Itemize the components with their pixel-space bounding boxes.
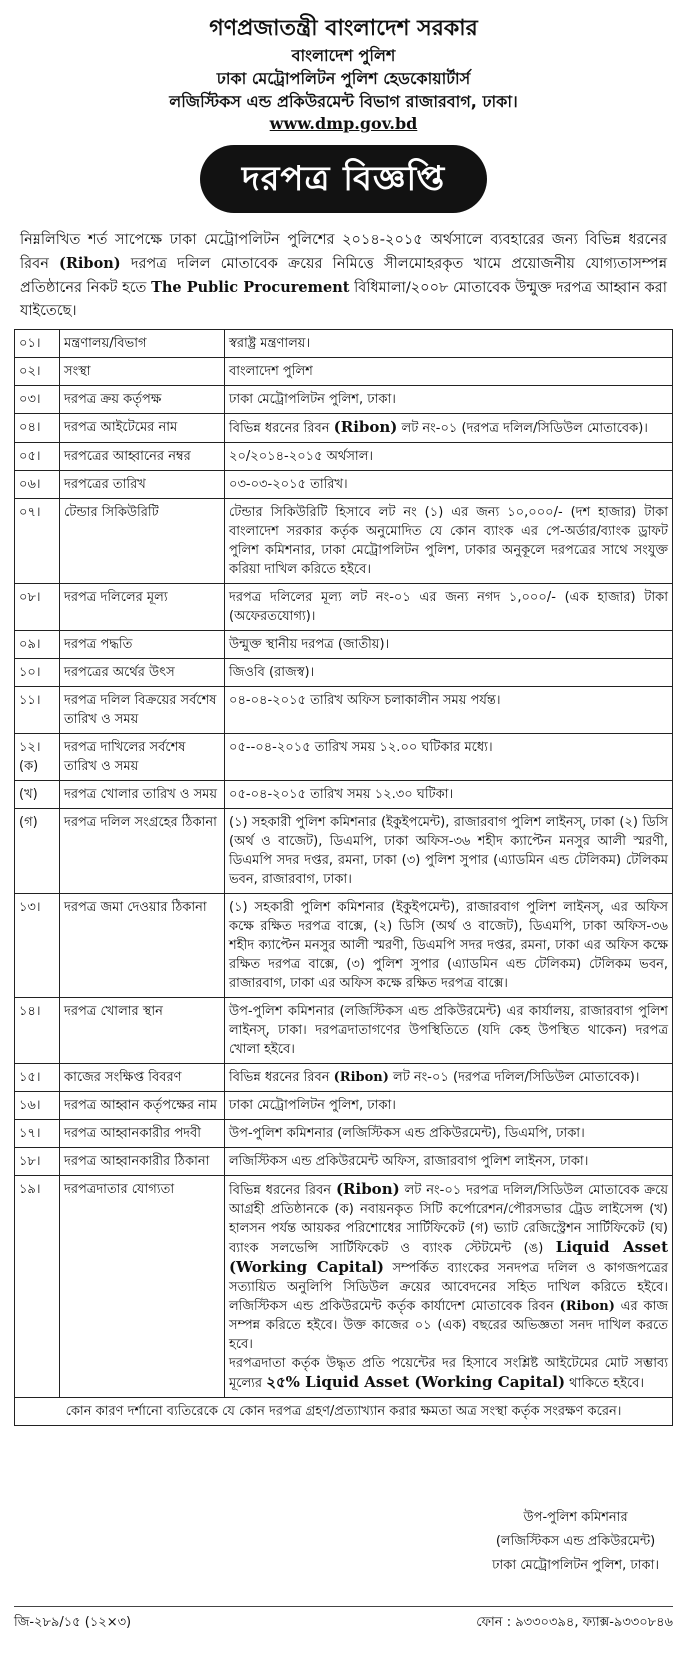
table-row	[15, 1120, 673, 1148]
row-number: ১৫।	[15, 1064, 60, 1092]
value-text: বিভিন্ন ধরনের রিবন	[229, 1183, 336, 1198]
row-value: ০৫--০৪-২০১৫ তারিখ সময় ১২.০০ ঘটিকার মধ্যে।	[225, 734, 673, 781]
table-row	[15, 499, 673, 584]
row-value: ঢাকা মেট্রোপলিটন পুলিশ, ঢাকা।	[225, 1092, 673, 1120]
table-row	[15, 1148, 673, 1176]
table-row	[15, 584, 673, 631]
row-number: ০৬।	[15, 471, 60, 499]
row-value: বাংলাদেশ পুলিশ	[225, 358, 673, 386]
intro-paragraph	[20, 229, 667, 323]
row-label: দরপত্রের আহ্বানের নম্বর	[60, 443, 225, 471]
intro-ribon: (Ribon)	[59, 255, 121, 272]
table-row	[15, 1398, 673, 1426]
value-text: লট নং-০১ দরপত্র দলিল/সিডিউল মোতাবেক ক্রয়ে আগ্রহী প্রতিষ্ঠানকে (ক) নবায়নকৃত সিটি কর্পোরেশন/পৌরসভার ট্রেড লাইসেন্স (খ) হালসন পর্যন্ত আয়কর পরিশোধের সার্টিফিকেট (গ) ভ্যাট রেজিস্ট্রেশন সার্টিফিকেট (ঘ) ব্যাংক সলভেন্সি সার্টিফিকেট ও ব্যাংক স্টেটমেন্ট (ঙ)	[229, 1183, 668, 1256]
row-number: ০২।	[15, 358, 60, 386]
value-ribon: (Ribon)	[333, 418, 398, 436]
table-row	[15, 386, 673, 414]
row-value: ২০/২০১৪-২০১৫ অর্থসাল।	[225, 443, 673, 471]
intro-text-1: নিম্নলিখিত শর্ত সাপেক্ষে ঢাকা মেট্রোপলিটন পুলিশের ২০১৪-২০১৫ অর্থসালে ব্যবহারের জন্য বিভিন্ন ধরনের রিবন	[20, 232, 667, 272]
value-text: এর কাজ সম্পন্ন করিতে হইবে। উক্ত কাজের ০১ (এক) বছরের অভিজ্ঞতা সনদ দাখিল করতে হবে।	[229, 1299, 668, 1352]
row-number: ০৪।	[15, 414, 60, 443]
disclaimer-notice: কোন কারণ দর্শানো ব্যতিরেকে যে কোন দরপত্র গ্রহণ/প্রত্যাখ্যান করার ক্ষমতা অত্র সংস্থা কর্তৃক সংরক্ষণ করেন।	[15, 1398, 673, 1426]
row-label: দরপত্রের অর্থের উৎস	[60, 659, 225, 687]
table-row	[15, 781, 673, 809]
row-value: ০৩-০৩-২০১৫ তারিখ।	[225, 471, 673, 499]
table-row	[15, 809, 673, 894]
signature-block	[492, 1506, 659, 1578]
intro-text-2: দরপত্র দলিল মোতাবেক ক্রয়ের নিমিত্তে সীলমোহরকৃত খামে প্রয়োজনীয় যোগ্যতাসম্পন্ন প্রতিষ্ঠানের নিকট হতে	[20, 256, 667, 296]
row-value: উপ-পুলিশ কমিশনার (লজিস্টিকস এন্ড প্রকিউরমেন্ট) এর কার্যালয়, রাজারবাগ পুলিশ লাইনস্, ঢাকা। দরপত্রদাতাগণের উপস্থিতিতে (যদি কেহ উপস্থিত থাকেন) দরপত্র খোলা হইবে।	[225, 998, 673, 1064]
government-title: গণপ্রজাতন্ত্রী বাংলাদেশ সরকার	[209, 16, 478, 41]
table-row	[15, 734, 673, 781]
table-row	[15, 998, 673, 1064]
row-value: ০৪-০৪-২০১৫ তারিখ অফিস চলাকালীন সময় পর্যন্ত।	[225, 687, 673, 734]
division-title: লজিস্টিকস এন্ড প্রকিউরমেন্ট বিভাগ রাজারবাগ, ঢাকা।	[169, 92, 518, 111]
row-value: দরপত্র দলিলের মূল্য লট নং-০১ এর জন্য নগদ ১,০০০/- (এক হাজার) টাকা (অফেরতযোগ্য)।	[225, 584, 673, 631]
row-number: ১৬।	[15, 1092, 60, 1120]
value-text: বিভিন্ন ধরনের রিবন	[229, 421, 334, 436]
table-row	[15, 1064, 673, 1092]
row-label: দরপত্রদাতার যোগ্যতা	[60, 1176, 225, 1398]
value-text: বিভিন্ন ধরনের রিবন	[229, 1070, 334, 1085]
row-value: টেন্ডার সিকিউরিটি হিসাবে লট নং (১) এর জন্য ১০,০০০/- (দশ হাজার) টাকা বাংলাদেশ সরকার কর্তৃক অনুমোদিত যে কোন ব্যাংক এর পে-অর্ডার/ব্যাংক ড্রাফট পুলিশ কমিশনার, ঢাকা মেট্রোপলিটন পুলিশ, ঢাকার অনুকূলে দরপত্রের সাথে সংযুক্ত করিয়া দাখিল করিতে হইবে।	[225, 499, 673, 584]
row-value: (১) সহকারী পুলিশ কমিশনার (ইকুইপমেন্ট), রাজারবাগ পুলিশ লাইনস্, এর অফিস কক্ষে রক্ষিত দরপত্র বাক্সে, (২) ডিসি (অর্থ ও বাজেট), ডিএমপি, ঢাকা অফিস-৩৬ শহীদ ক্যাপ্টেন মনসুর আলী স্মরণী, ডিএমপি সদর দপ্তর, রমনা, ঢাকা এর অফিস কক্ষে রক্ষিত দরপত্র বাক্সে, (৩) পুলিশ সুপার (এ্যাডমিন এন্ড টেলিকম) টেলিকম ভবন, রাজারবাগ, ঢাকা এর অফিস কক্ষে রক্ষিত দরপত্র বাক্সে।	[225, 894, 673, 998]
value-liquid-asset: Liquid Asset (Working Capital)	[229, 1238, 668, 1276]
intro-text-3: বিধিমালা/২০০৮ মোতাবেক উন্মুক্ত দরপত্র আহ্বান করা যাইতেছে।	[20, 280, 667, 319]
row-value	[225, 414, 673, 443]
row-label: দরপত্রের তারিখ	[60, 471, 225, 499]
value-ribon: (Ribon)	[559, 1299, 615, 1314]
value-text: দরপত্রদাতা কর্তৃক উদ্ধৃত প্রতি পয়েন্টের দর হিসাবে সংশ্লিষ্ট আইটেমের মোট সম্ভাব্য মূল্যের	[229, 1356, 668, 1391]
row-label: দরপত্র আইটেমের নাম	[60, 414, 225, 443]
row-value	[225, 1064, 673, 1092]
tender-banner: দরপত্র বিজ্ঞপ্তি	[200, 145, 487, 213]
table-row	[15, 414, 673, 443]
intro-act-name: The Public Procurement	[151, 279, 350, 296]
row-number: ০৮।	[15, 584, 60, 631]
contact-phone: ফোন : ৯৩৩০৩৯৪, ফ্যাক্স-৯৩৩০৮৪৬	[476, 1615, 673, 1630]
tender-details-table	[14, 329, 673, 1426]
value-ribon: (Ribon)	[333, 1070, 389, 1085]
row-label: দরপত্র আহ্বানকারীর পদবী	[60, 1120, 225, 1148]
row-number: ১৮।	[15, 1148, 60, 1176]
row-value: ০৫-০৪-২০১৫ তারিখ সময় ১২.৩০ ঘটিকা।	[225, 781, 673, 809]
eligibility-paragraph-2	[229, 1354, 668, 1393]
row-value: উন্মুক্ত স্থানীয় দরপত্র (জাতীয়)।	[225, 631, 673, 659]
row-label: দরপত্র আহ্বান কর্তৃপক্ষের নাম	[60, 1092, 225, 1120]
header	[14, 0, 673, 135]
value-ribon: (Ribon)	[335, 1180, 400, 1198]
row-number: ০৩।	[15, 386, 60, 414]
row-label: দরপত্র খোলার তারিখ ও সময়	[60, 781, 225, 809]
eligibility-paragraph-1	[229, 1180, 668, 1354]
row-label: কাজের সংক্ষিপ্ত বিবরণ	[60, 1064, 225, 1092]
row-label: টেন্ডার সিকিউরিটি	[60, 499, 225, 584]
row-number: (গ)	[15, 809, 60, 894]
value-text: লট নং-০১ (দরপত্র দলিল/সিডিউল মোতাবেক)।	[388, 1070, 640, 1085]
row-value: উপ-পুলিশ কমিশনার (লজিস্টিকস এন্ড প্রকিউরমেন্ট), ডিএমপি, ঢাকা।	[225, 1120, 673, 1148]
reference-number: জি-২৮৯/১৫ (১২×৩)	[14, 1615, 132, 1630]
row-number: ০১।	[15, 330, 60, 358]
row-label: সংস্থা	[60, 358, 225, 386]
table-row	[15, 1176, 673, 1398]
hq-title: ঢাকা মেট্রোপলিটন পুলিশ হেডকোয়ার্টার্স	[216, 69, 471, 88]
table-row	[15, 894, 673, 998]
table-row	[15, 631, 673, 659]
row-number: ১৪।	[15, 998, 60, 1064]
row-value: জিওবি (রাজস্ব)।	[225, 659, 673, 687]
table-row	[15, 659, 673, 687]
police-title: বাংলাদেশ পুলিশ	[291, 46, 396, 65]
row-label: দরপত্র দলিলের মূল্য	[60, 584, 225, 631]
table-row	[15, 358, 673, 386]
signatory-org: ঢাকা মেট্রোপলিটন পুলিশ, ঢাকা।	[492, 1558, 659, 1573]
table-row	[15, 443, 673, 471]
signatory-unit: (লজিস্টিকস এন্ড প্রকিউরমেন্ট)	[495, 1534, 656, 1549]
row-label: দরপত্র দাখিলের সর্বশেষ তারিখ ও সময়	[60, 734, 225, 781]
row-label: দরপত্র দলিল বিক্রয়ের সর্বশেষ তারিখ ও সময়	[60, 687, 225, 734]
row-number: ১৩।	[15, 894, 60, 998]
row-label: দরপত্র জমা দেওয়ার ঠিকানা	[60, 894, 225, 998]
row-value: (১) সহকারী পুলিশ কমিশনার (ইকুইপমেন্ট), রাজারবাগ পুলিশ লাইনস্, ঢাকা (২) ডিসি (অর্থ ও বাজেট), ডিএমপি, ঢাকা অফিস-৩৬ শহীদ ক্যাপ্টেন মনসুর আলী স্মরণী, ডিএমপি সদর দপ্তর, রমনা, ঢাকা (৩) পুলিশ সুপার (এ্যাডমিন এন্ড টেলিকম) টেলিকম ভবন, রাজারবাগ, ঢাকা।	[225, 809, 673, 894]
row-label: মন্ত্রণালয়/বিভাগ	[60, 330, 225, 358]
row-value: লজিস্টিকস এন্ড প্রকিউরমেন্ট অফিস, রাজারবাগ পুলিশ লাইনস, ঢাকা।	[225, 1148, 673, 1176]
footer	[14, 1606, 673, 1634]
value-text: থাকিতে হইবে।	[565, 1376, 644, 1391]
row-number: ০৫।	[15, 443, 60, 471]
row-label: দরপত্র আহ্বানকারীর ঠিকানা	[60, 1148, 225, 1176]
row-number: ১৭।	[15, 1120, 60, 1148]
row-value: ঢাকা মেট্রোপলিটন পুলিশ, ঢাকা।	[225, 386, 673, 414]
row-value	[225, 1176, 673, 1398]
table-row	[15, 687, 673, 734]
row-number: ১২। (ক)	[15, 734, 60, 781]
row-label: দরপত্র ক্রয় কর্তৃপক্ষ	[60, 386, 225, 414]
row-label: দরপত্র দলিল সংগ্রহের ঠিকানা	[60, 809, 225, 894]
row-number: ০৭।	[15, 499, 60, 584]
table-row	[15, 1092, 673, 1120]
row-number: ১৯।	[15, 1176, 60, 1398]
table-row	[15, 330, 673, 358]
website-link[interactable]: www.dmp.gov.bd	[269, 114, 418, 133]
signatory-title: উপ-পুলিশ কমিশনার	[523, 1510, 628, 1525]
row-label: দরপত্র খোলার স্থান	[60, 998, 225, 1064]
row-number: (খ)	[15, 781, 60, 809]
row-value: স্বরাষ্ট্র মন্ত্রণালয়।	[225, 330, 673, 358]
value-text: লট নং-০১ (দরপত্র দলিল/সিডিউল মোতাবেক)।	[397, 421, 648, 436]
table-row	[15, 471, 673, 499]
row-number: ১১।	[15, 687, 60, 734]
value-liquid-asset: ২৫% Liquid Asset (Working Capital)	[266, 1373, 566, 1391]
banner-wrap	[14, 145, 673, 217]
row-number: ১০।	[15, 659, 60, 687]
row-number: ০৯।	[15, 631, 60, 659]
value-text: সম্পর্কিত ব্যাংকের সনদপত্র দলিল ও কাগজপত্রের সত্যায়িত অনুলিপি সিডিউল ক্রয়ের আবেদনের সহিত দাখিল করিতে হইবে। লজিস্টিকস এন্ড প্রকিউরমেন্ট কর্তৃক কার্যাদেশ মোতাবেক রিবন	[229, 1261, 668, 1314]
row-label: দরপত্র পদ্ধতি	[60, 631, 225, 659]
